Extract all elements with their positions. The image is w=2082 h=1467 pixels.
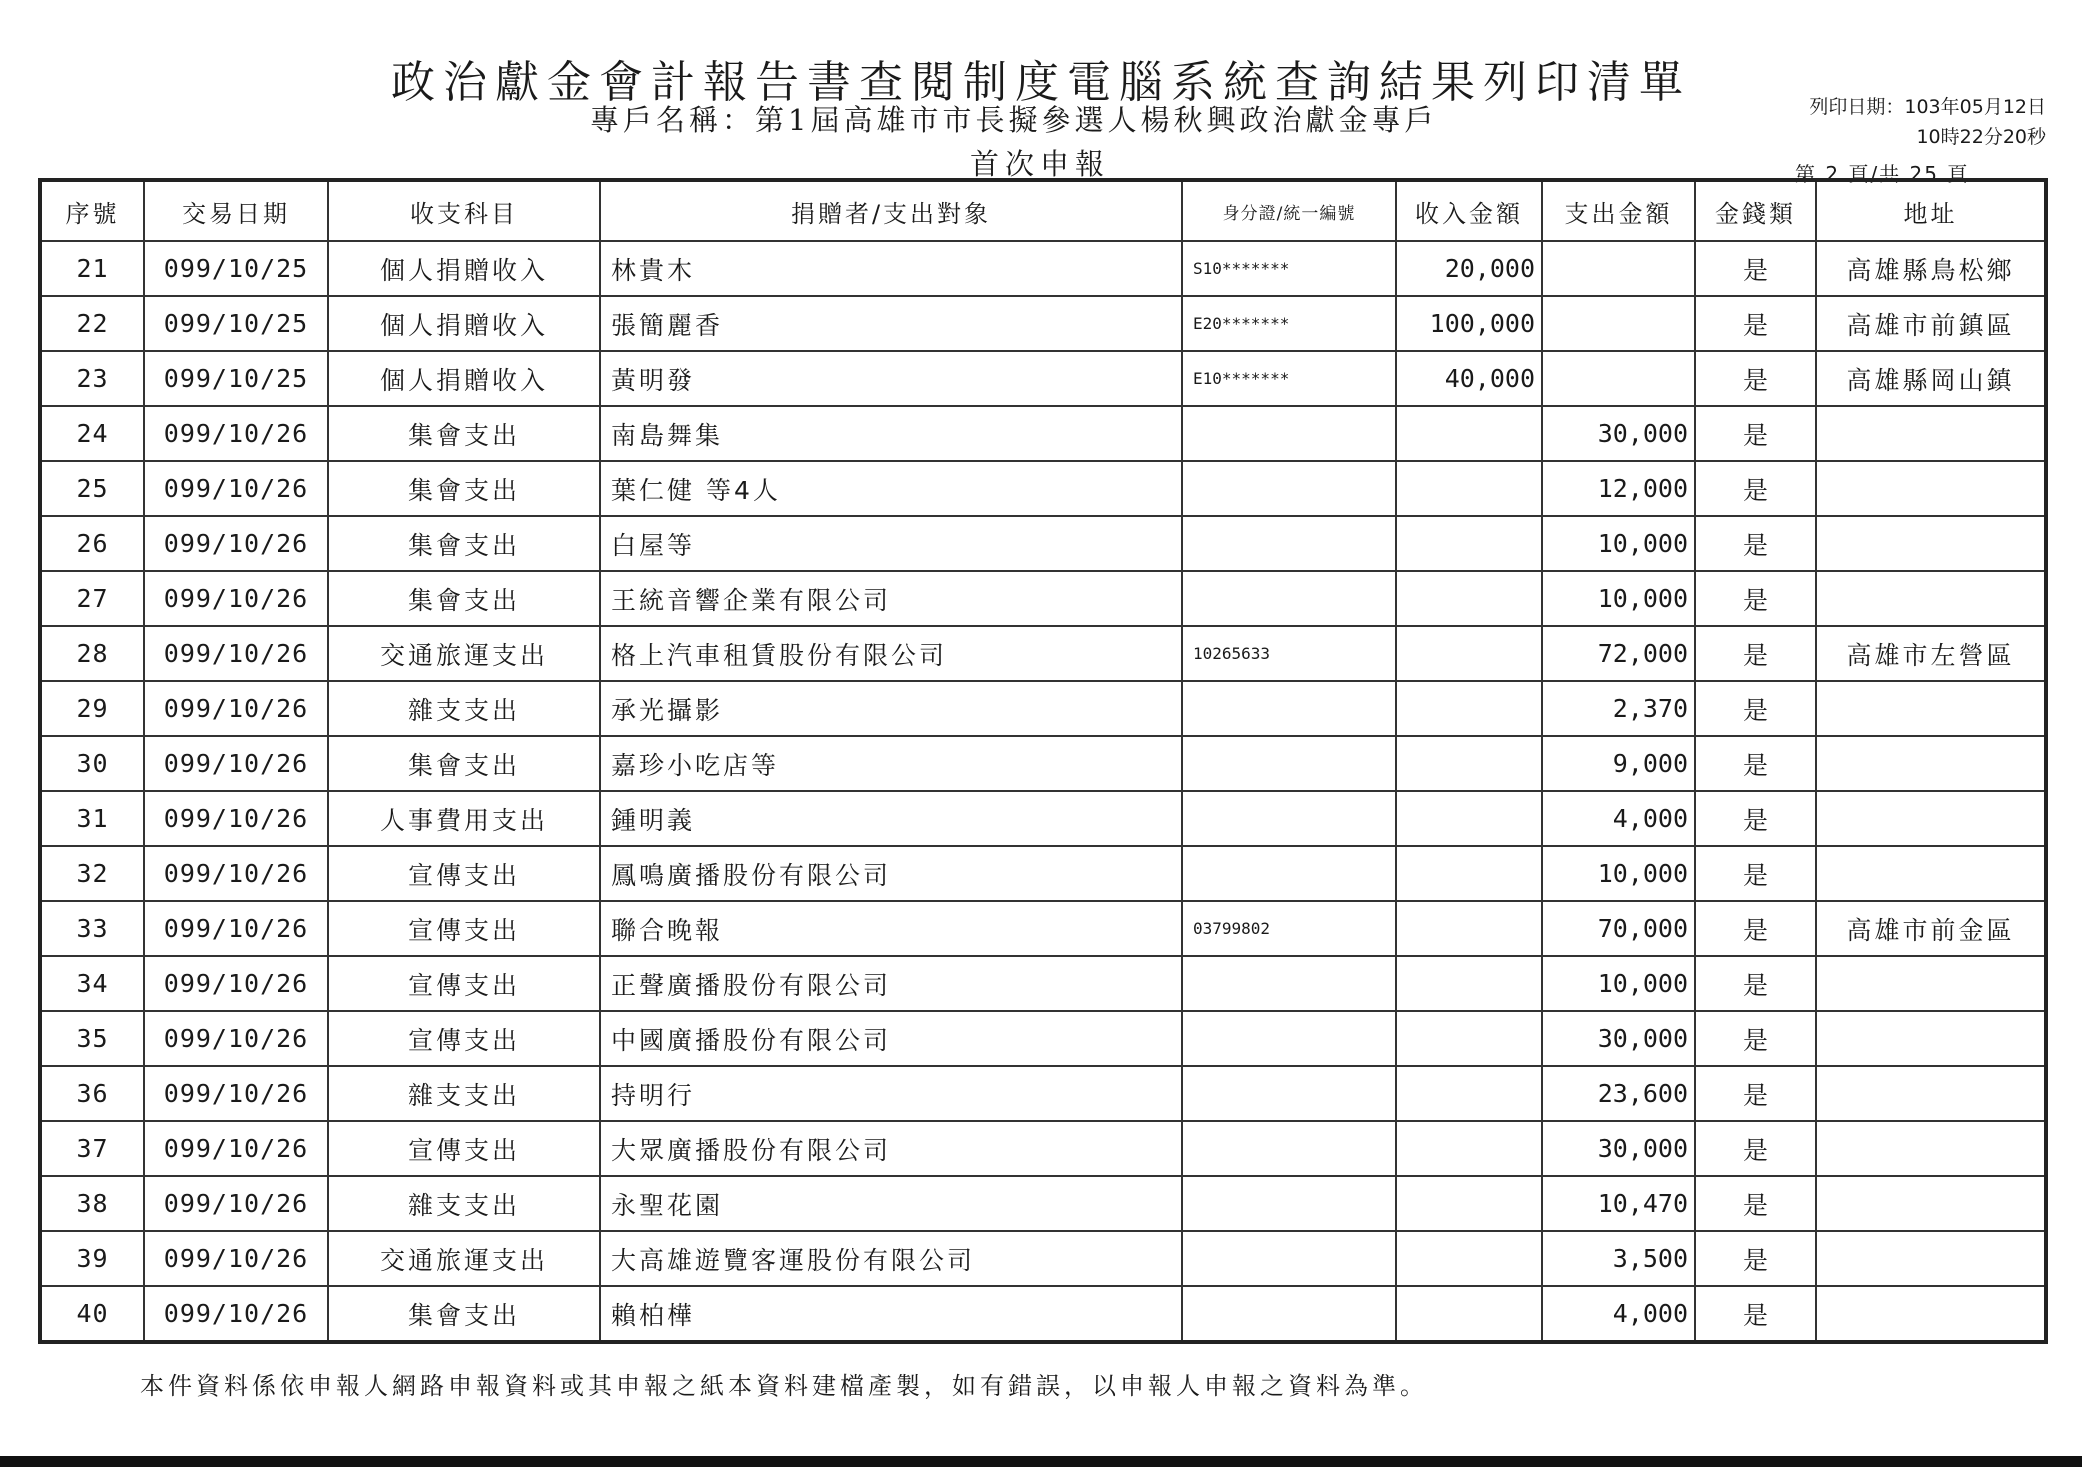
id-cell (1182, 1121, 1396, 1176)
income-amount (1396, 461, 1542, 516)
document-title: 政治獻金會計報告書查閱制度電腦系統查詢結果列印清單 (391, 57, 1691, 108)
income-amount (1396, 846, 1542, 901)
transaction-date: 099/10/25 (144, 296, 328, 351)
money-type: 是 (1695, 956, 1816, 1011)
table-row (40, 1286, 2046, 1342)
row-number: 37 (40, 1121, 144, 1176)
party-cell: 賴柏樺 (600, 1286, 1182, 1342)
expense-amount: 2,370 (1542, 681, 1695, 736)
money-type: 是 (1695, 296, 1816, 351)
table-row (40, 296, 2046, 351)
party-cell: 林貴木 (600, 241, 1182, 296)
address-cell (1816, 681, 2046, 736)
income-amount: 40,000 (1396, 351, 1542, 406)
row-number: 25 (40, 461, 144, 516)
party-cell: 聯合晚報 (600, 901, 1182, 956)
party-cell: 張簡麗香 (600, 296, 1182, 351)
money-type: 是 (1695, 901, 1816, 956)
table-row (40, 406, 2046, 461)
money-type: 是 (1695, 736, 1816, 791)
category-cell: 宣傳支出 (328, 846, 600, 901)
expense-amount: 10,470 (1542, 1176, 1695, 1231)
address-cell (1816, 406, 2046, 461)
income-amount (1396, 1121, 1542, 1176)
table-row (40, 1121, 2046, 1176)
table-row (40, 846, 2046, 901)
transaction-date: 099/10/26 (144, 571, 328, 626)
table-row (40, 1011, 2046, 1066)
transaction-date: 099/10/26 (144, 901, 328, 956)
print-date (1809, 92, 2046, 152)
transaction-date: 099/10/26 (144, 626, 328, 681)
id-cell: E10******* (1182, 351, 1396, 406)
money-type: 是 (1695, 846, 1816, 901)
category-cell: 集會支出 (328, 516, 600, 571)
table-row (40, 626, 2046, 681)
party-cell: 永聖花園 (600, 1176, 1182, 1231)
party-cell: 承光攝影 (600, 681, 1182, 736)
transaction-date: 099/10/26 (144, 461, 328, 516)
transaction-date: 099/10/26 (144, 406, 328, 461)
party-cell: 王統音響企業有限公司 (600, 571, 1182, 626)
address-cell (1816, 791, 2046, 846)
id-cell (1182, 681, 1396, 736)
expense-amount: 10,000 (1542, 516, 1695, 571)
row-number: 40 (40, 1286, 144, 1342)
party-cell: 鳳鳴廣播股份有限公司 (600, 846, 1182, 901)
address-cell (1816, 1011, 2046, 1066)
id-cell: S10******* (1182, 241, 1396, 296)
money-type: 是 (1695, 1011, 1816, 1066)
income-amount (1396, 791, 1542, 846)
category-cell: 交通旅運支出 (328, 1231, 600, 1286)
transaction-date: 099/10/26 (144, 1176, 328, 1231)
income-amount (1396, 1066, 1542, 1121)
row-number: 23 (40, 351, 144, 406)
money-type: 是 (1695, 406, 1816, 461)
table-row (40, 956, 2046, 1011)
row-number: 29 (40, 681, 144, 736)
row-number: 39 (40, 1231, 144, 1286)
category-cell: 人事費用支出 (328, 791, 600, 846)
address-cell (1816, 571, 2046, 626)
transaction-date: 099/10/25 (144, 241, 328, 296)
category-cell: 雜支支出 (328, 681, 600, 736)
transaction-date: 099/10/26 (144, 736, 328, 791)
money-type: 是 (1695, 516, 1816, 571)
address-cell (1816, 516, 2046, 571)
address-cell (1816, 846, 2046, 901)
column-header: 捐贈者/支出對象 (600, 180, 1182, 241)
column-header: 交易日期 (144, 180, 328, 241)
money-type: 是 (1695, 571, 1816, 626)
money-type: 是 (1695, 241, 1816, 296)
category-cell: 集會支出 (328, 736, 600, 791)
table-row (40, 241, 2046, 296)
transaction-date: 099/10/26 (144, 846, 328, 901)
expense-amount (1542, 351, 1695, 406)
row-number: 30 (40, 736, 144, 791)
id-cell (1182, 956, 1396, 1011)
address-cell: 高雄縣鳥松鄉 (1816, 241, 2046, 296)
id-cell (1182, 1011, 1396, 1066)
transaction-date: 099/10/26 (144, 1066, 328, 1121)
row-number: 27 (40, 571, 144, 626)
expense-amount: 4,000 (1542, 791, 1695, 846)
money-type: 是 (1695, 1066, 1816, 1121)
transaction-date: 099/10/26 (144, 1011, 328, 1066)
page-edge-line (0, 1456, 2082, 1467)
party-cell: 南島舞集 (600, 406, 1182, 461)
table-row (40, 681, 2046, 736)
party-cell: 持明行 (600, 1066, 1182, 1121)
row-number: 32 (40, 846, 144, 901)
category-cell: 集會支出 (328, 1286, 600, 1342)
expense-amount (1542, 296, 1695, 351)
income-amount (1396, 571, 1542, 626)
id-cell (1182, 406, 1396, 461)
expense-amount: 10,000 (1542, 846, 1695, 901)
party-cell: 中國廣播股份有限公司 (600, 1011, 1182, 1066)
expense-amount: 72,000 (1542, 626, 1695, 681)
table-row (40, 736, 2046, 791)
money-type: 是 (1695, 351, 1816, 406)
income-amount (1396, 1176, 1542, 1231)
income-amount (1396, 1011, 1542, 1066)
party-cell: 葉仁健 等4人 (600, 461, 1182, 516)
category-cell: 雜支支出 (328, 1066, 600, 1121)
transaction-date: 099/10/26 (144, 1231, 328, 1286)
expense-amount: 30,000 (1542, 406, 1695, 461)
money-type: 是 (1695, 1231, 1816, 1286)
account-name: 專戶名稱：第1屆高雄市市長擬參選人楊秋興政治獻金專戶 (590, 103, 1438, 137)
print-date-line1: 列印日期：103年05月12日 (1809, 96, 2046, 118)
table-row (40, 791, 2046, 846)
table-header-row (40, 180, 2046, 241)
address-cell (1816, 1286, 2046, 1342)
row-number: 36 (40, 1066, 144, 1121)
id-cell (1182, 1286, 1396, 1342)
transaction-date: 099/10/26 (144, 681, 328, 736)
column-header: 收支科目 (328, 180, 600, 241)
category-cell: 宣傳支出 (328, 1011, 600, 1066)
column-header: 地址 (1816, 180, 2046, 241)
transaction-date: 099/10/26 (144, 956, 328, 1011)
category-cell: 集會支出 (328, 461, 600, 516)
report-type: 首次申報 (970, 147, 1111, 181)
row-number: 24 (40, 406, 144, 461)
category-cell: 集會支出 (328, 406, 600, 461)
column-header: 收入金額 (1396, 180, 1542, 241)
income-amount: 100,000 (1396, 296, 1542, 351)
id-cell (1182, 791, 1396, 846)
table-row (40, 1066, 2046, 1121)
column-header: 金錢類 (1695, 180, 1816, 241)
income-amount (1396, 956, 1542, 1011)
address-cell (1816, 461, 2046, 516)
expense-amount: 70,000 (1542, 901, 1695, 956)
transaction-date: 099/10/26 (144, 1121, 328, 1176)
money-type: 是 (1695, 1121, 1816, 1176)
row-number: 21 (40, 241, 144, 296)
address-cell: 高雄市前金區 (1816, 901, 2046, 956)
category-cell: 個人捐贈收入 (328, 296, 600, 351)
print-date-line2: 10時22分20秒 (1916, 126, 2046, 148)
transaction-date: 099/10/26 (144, 1286, 328, 1342)
address-cell: 高雄市左營區 (1816, 626, 2046, 681)
expense-amount: 30,000 (1542, 1121, 1695, 1176)
transaction-date: 099/10/26 (144, 516, 328, 571)
table-row (40, 461, 2046, 516)
id-cell (1182, 1231, 1396, 1286)
party-cell: 嘉珍小吃店等 (600, 736, 1182, 791)
expense-amount: 12,000 (1542, 461, 1695, 516)
footer-note: 本件資料係依申報人網路申報資料或其申報之紙本資料建檔產製，如有錯誤，以申報人申報之資料為準。 (140, 1372, 1428, 1400)
row-number: 34 (40, 956, 144, 1011)
money-type: 是 (1695, 681, 1816, 736)
table-row (40, 351, 2046, 406)
category-cell: 宣傳支出 (328, 901, 600, 956)
income-amount (1396, 736, 1542, 791)
expense-amount: 30,000 (1542, 1011, 1695, 1066)
money-type: 是 (1695, 461, 1816, 516)
id-cell (1182, 461, 1396, 516)
money-type: 是 (1695, 1176, 1816, 1231)
money-type: 是 (1695, 626, 1816, 681)
address-cell (1816, 1121, 2046, 1176)
address-cell (1816, 1231, 2046, 1286)
income-amount (1396, 681, 1542, 736)
income-amount (1396, 626, 1542, 681)
party-cell: 格上汽車租賃股份有限公司 (600, 626, 1182, 681)
row-number: 28 (40, 626, 144, 681)
address-cell (1816, 956, 2046, 1011)
expense-amount: 9,000 (1542, 736, 1695, 791)
address-cell (1816, 1066, 2046, 1121)
category-cell: 宣傳支出 (328, 956, 600, 1011)
income-amount (1396, 406, 1542, 461)
expense-amount: 10,000 (1542, 571, 1695, 626)
party-cell: 正聲廣播股份有限公司 (600, 956, 1182, 1011)
address-cell (1816, 1176, 2046, 1231)
table-row (40, 571, 2046, 626)
category-cell: 個人捐贈收入 (328, 351, 600, 406)
party-cell: 白屋等 (600, 516, 1182, 571)
transaction-date: 099/10/26 (144, 791, 328, 846)
row-number: 31 (40, 791, 144, 846)
money-type: 是 (1695, 1286, 1816, 1342)
income-amount (1396, 1231, 1542, 1286)
id-cell (1182, 516, 1396, 571)
id-cell (1182, 1176, 1396, 1231)
column-header: 身分證/統一編號 (1182, 180, 1396, 241)
id-cell (1182, 736, 1396, 791)
column-header: 支出金額 (1542, 180, 1695, 241)
address-cell: 高雄縣岡山鎮 (1816, 351, 2046, 406)
expense-amount (1542, 241, 1695, 296)
category-cell: 集會支出 (328, 571, 600, 626)
expense-amount: 23,600 (1542, 1066, 1695, 1121)
page-info: 第 2 頁/共 25 頁 (1795, 162, 1970, 186)
income-amount: 20,000 (1396, 241, 1542, 296)
income-amount (1396, 516, 1542, 571)
income-amount (1396, 1286, 1542, 1342)
transaction-date: 099/10/25 (144, 351, 328, 406)
category-cell: 雜支支出 (328, 1176, 600, 1231)
table-row (40, 1176, 2046, 1231)
row-number: 26 (40, 516, 144, 571)
table-row (40, 1231, 2046, 1286)
id-cell: 10265633 (1182, 626, 1396, 681)
category-cell: 交通旅運支出 (328, 626, 600, 681)
table-row (40, 901, 2046, 956)
address-cell: 高雄市前鎮區 (1816, 296, 2046, 351)
id-cell (1182, 846, 1396, 901)
party-cell: 鍾明義 (600, 791, 1182, 846)
address-cell (1816, 736, 2046, 791)
table-row (40, 516, 2046, 571)
income-amount (1396, 901, 1542, 956)
category-cell: 個人捐贈收入 (328, 241, 600, 296)
money-type: 是 (1695, 791, 1816, 846)
column-header: 序號 (40, 180, 144, 241)
id-cell: 03799802 (1182, 901, 1396, 956)
id-cell: E20******* (1182, 296, 1396, 351)
category-cell: 宣傳支出 (328, 1121, 600, 1176)
row-number: 22 (40, 296, 144, 351)
records-table (38, 178, 2048, 1344)
expense-amount: 10,000 (1542, 956, 1695, 1011)
row-number: 38 (40, 1176, 144, 1231)
id-cell (1182, 571, 1396, 626)
row-number: 33 (40, 901, 144, 956)
party-cell: 大高雄遊覽客運股份有限公司 (600, 1231, 1182, 1286)
id-cell (1182, 1066, 1396, 1121)
row-number: 35 (40, 1011, 144, 1066)
party-cell: 大眾廣播股份有限公司 (600, 1121, 1182, 1176)
party-cell: 黃明發 (600, 351, 1182, 406)
expense-amount: 3,500 (1542, 1231, 1695, 1286)
expense-amount: 4,000 (1542, 1286, 1695, 1342)
